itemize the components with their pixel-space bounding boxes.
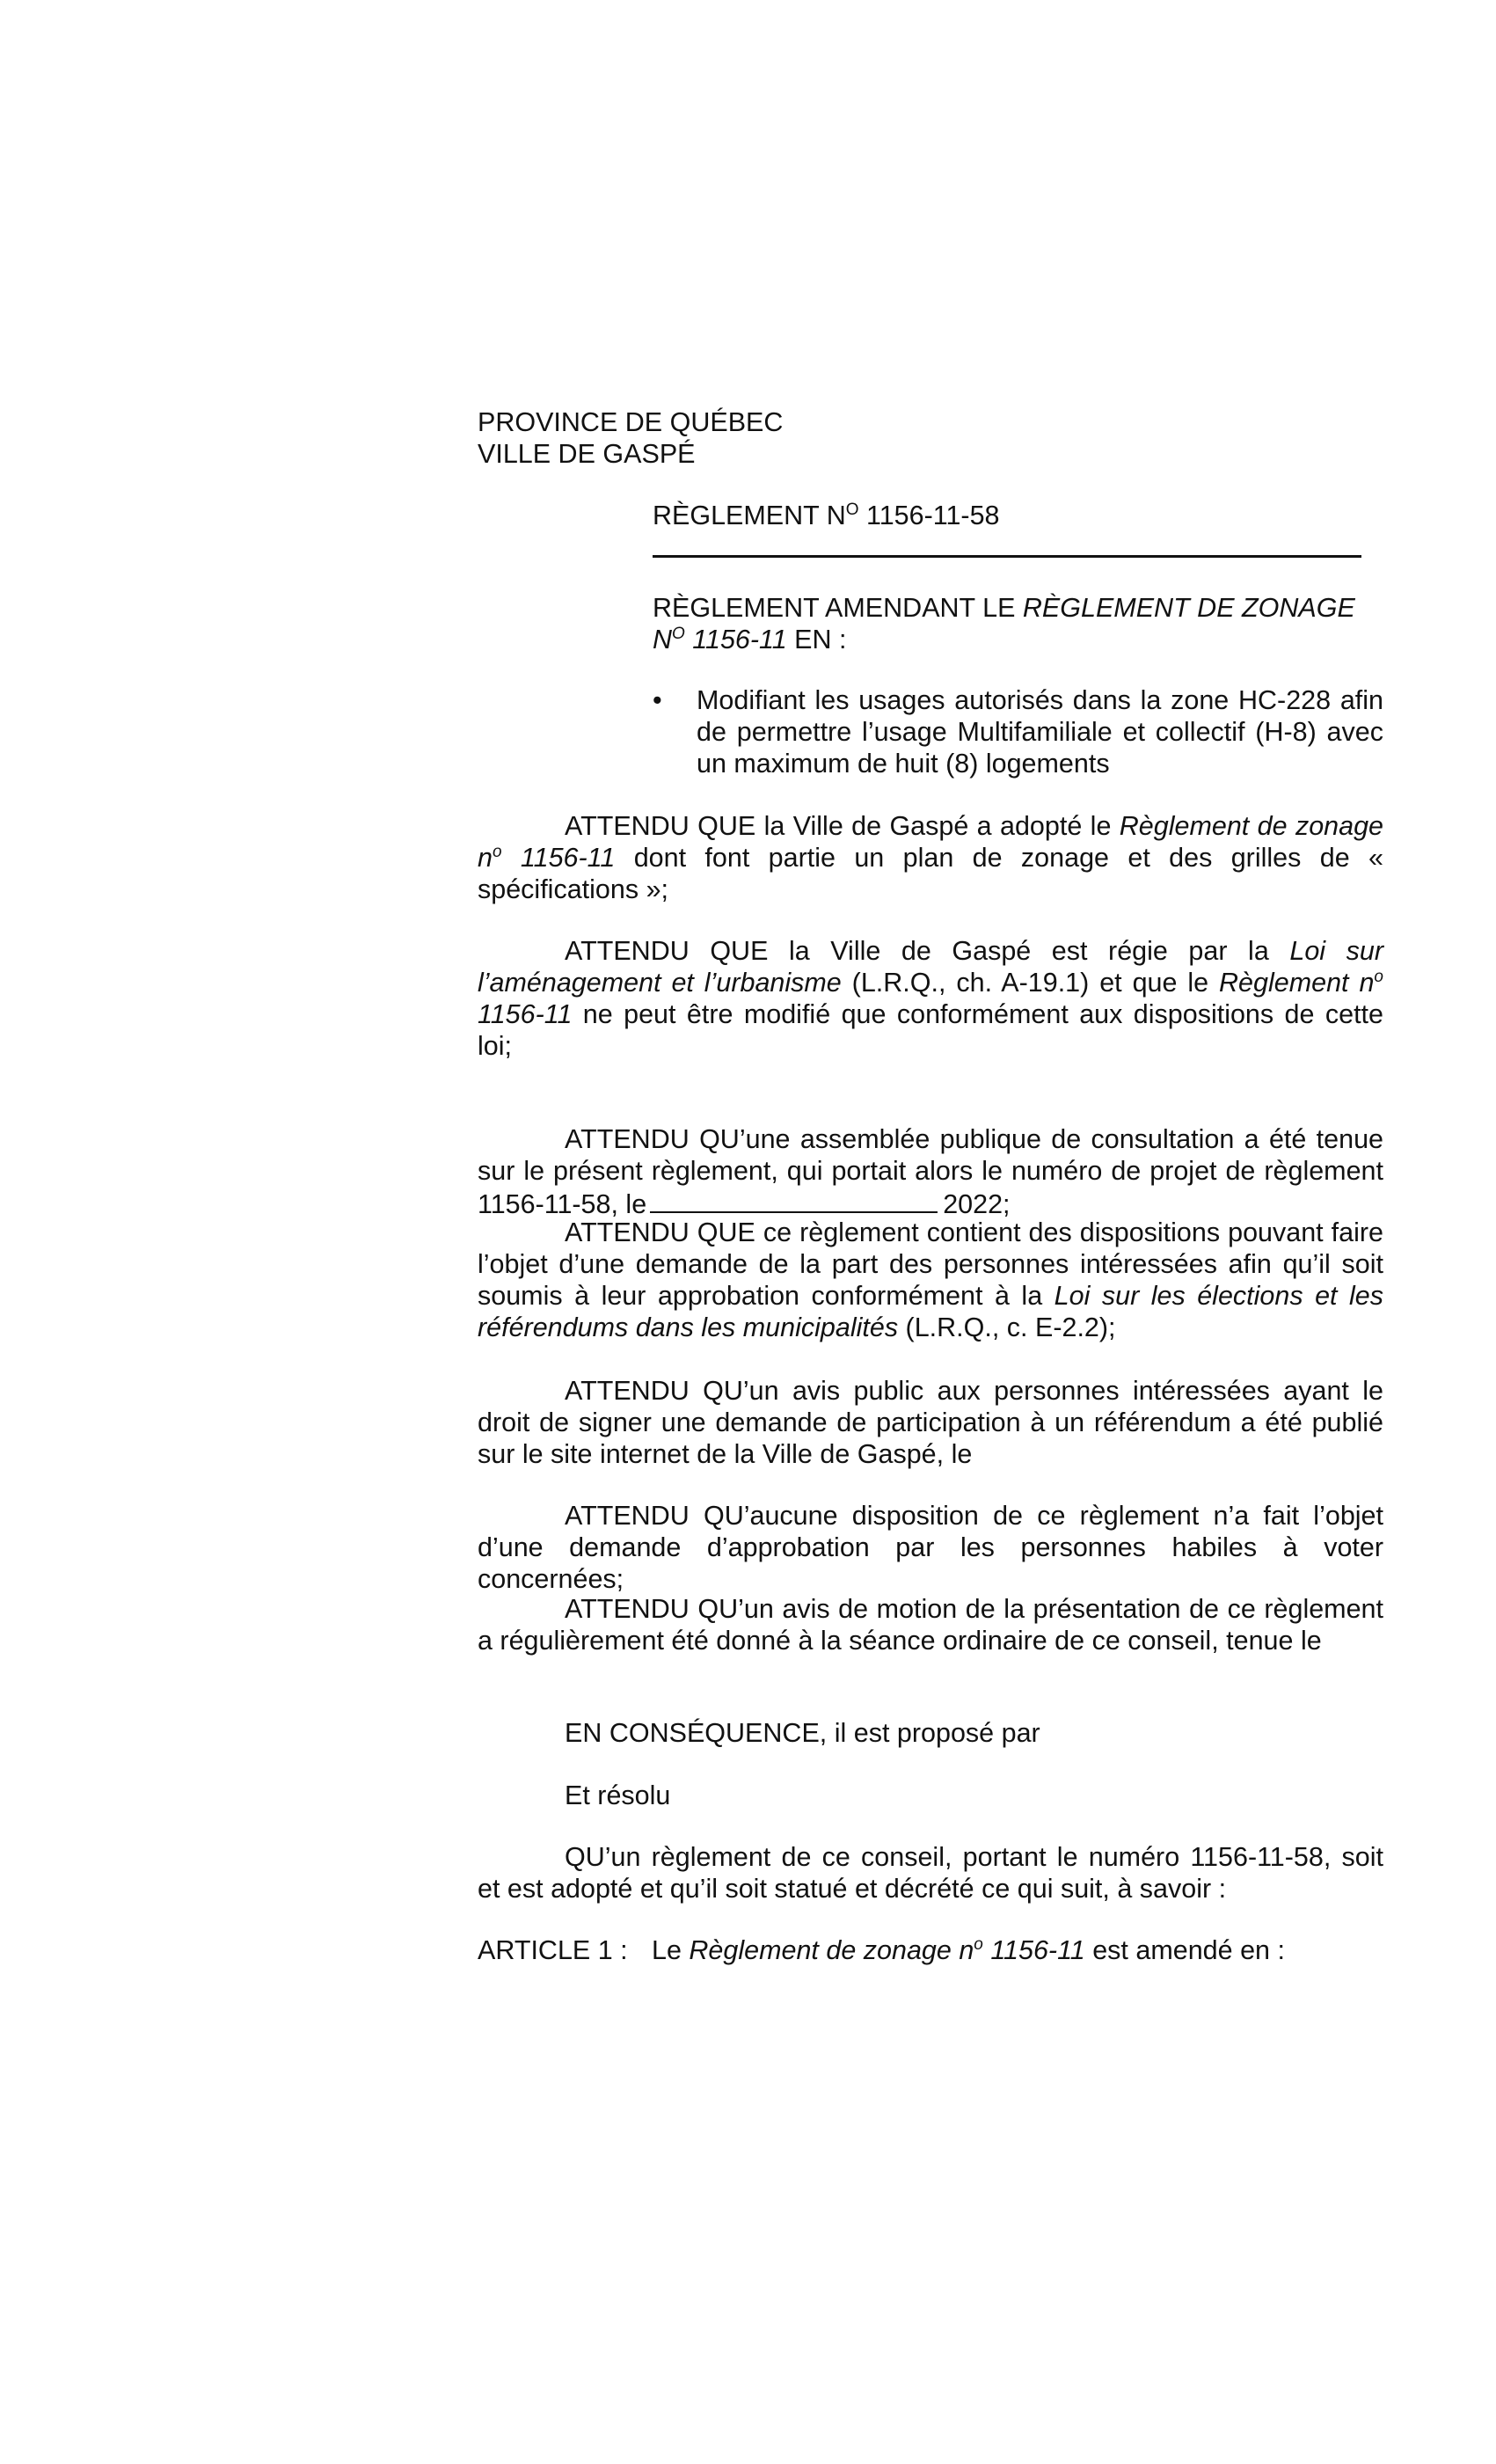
attendu1-b: dont font partie un plan de zonage et des grilles de « spécifications »; bbox=[478, 843, 1383, 904]
ville-line bbox=[478, 438, 1383, 470]
attendu-paragraph-7: ATTENDU QU’un avis de motion de la présentation de ce règlement a régulièrement été donné à la séance ordinaire de ce conseil, tenue le bbox=[478, 1594, 1383, 1656]
attendu-paragraph-2 bbox=[478, 935, 1383, 1062]
attendu2-b: (L.R.Q., ch. A-19.1) et que le bbox=[841, 968, 1220, 998]
article1-i1: Règlement de zonage n bbox=[689, 1935, 974, 1965]
article1-b: est amendé en : bbox=[1084, 1935, 1285, 1965]
attendu2-i2-rest: 1156-11 bbox=[478, 999, 573, 1029]
title-italic2-sup: O bbox=[672, 625, 685, 643]
title-italic2-prefix: N bbox=[653, 625, 673, 654]
title-part2: EN : bbox=[786, 625, 847, 654]
attendu1-i1-rest: 1156-11 bbox=[501, 843, 616, 873]
title-italic1: RÈGLEMENT DE ZONAGE bbox=[1022, 593, 1355, 623]
resolu-line: Et résolu bbox=[565, 1780, 671, 1810]
title-part1: RÈGLEMENT AMENDANT LE bbox=[653, 593, 1023, 623]
reglement-number bbox=[653, 500, 1383, 531]
reglement-sup: O bbox=[845, 501, 859, 519]
attendu-paragraph-4 bbox=[478, 1217, 1383, 1343]
attendu1-a: ATTENDU QUE la Ville de Gaspé a adopté le bbox=[565, 811, 1120, 841]
attendu-paragraph-3 bbox=[478, 1123, 1383, 1220]
title-italic2-rest: 1156-11 bbox=[684, 625, 787, 654]
attendu2-a: ATTENDU QUE la Ville de Gaspé est régie par la bbox=[565, 936, 1290, 966]
attendu1-i1: Règlement de zonage n bbox=[478, 811, 1384, 873]
amendment-bullet-list bbox=[653, 684, 1383, 779]
article1-i1-rest: 1156-11 bbox=[982, 1935, 1085, 1965]
attendu3-b: 2022; bbox=[943, 1189, 1011, 1219]
attendu3-a: ATTENDU QU’une assemblée publique de consultation a été tenue sur le présent règlement, qui portait alors le numéro de projet de règlement 1156-11-58, le bbox=[478, 1124, 1383, 1219]
title-italic2 bbox=[653, 625, 787, 654]
bullet-text: Modifiant les usages autorisés dans la zone HC-228 afin de permettre l’usage Multifamiliale et collectif (H-8) avec un maximum de huit (8) logements bbox=[697, 685, 1383, 779]
reglement-prefix: RÈGLEMENT N bbox=[653, 501, 846, 530]
qu-reglement-paragraph: QU’un règlement de ce conseil, portant le numéro 1156-11-58, soit et est adopté et qu’il soit statué et décrété ce qui suit, à savoir : bbox=[478, 1842, 1383, 1904]
reglement-number-text: 1156-11-58 bbox=[858, 501, 1000, 530]
attendu2-i1: Loi sur l’aménagement et l’urbanisme bbox=[478, 936, 1383, 998]
attendu4-b: (L.R.Q., c. E-2.2); bbox=[898, 1312, 1116, 1342]
article1-italic bbox=[689, 1935, 1084, 1965]
attendu2-i2-sup: o bbox=[1374, 968, 1383, 986]
date-blank-field bbox=[650, 1187, 938, 1213]
attendu-paragraph-6: ATTENDU QU’aucune disposition de ce règlement n’a fait l’objet d’une demande d’approbation par les personnes habiles à voter concernées; bbox=[478, 1501, 1383, 1594]
article-1 bbox=[478, 1934, 1383, 1966]
attendu4-a: ATTENDU QUE ce règlement contient des dispositions pouvant faire l’objet d’une demande de la part des personnes intéressées afin qu’il soit soumis à leur approbation conformément à la bbox=[478, 1217, 1383, 1311]
attendu-paragraph-5: ATTENDU QU’un avis public aux personnes intéressées ayant le droit de signer une demande de participation à un référendum a été publié sur le site internet de la Ville de Gaspé, le bbox=[478, 1376, 1383, 1469]
attendu2-c: ne peut être modifié que conformément aux dispositions de cette loi; bbox=[478, 999, 1383, 1061]
attendu-paragraph-1 bbox=[478, 810, 1383, 905]
reglement-title bbox=[653, 592, 1383, 655]
title-divider bbox=[653, 555, 1361, 558]
bullet-icon: • bbox=[653, 685, 662, 715]
consequence-line: EN CONSÉQUENCE, il est proposé par bbox=[565, 1718, 1040, 1748]
attendu1-i1-sup: o bbox=[492, 843, 502, 861]
article-1-label: ARTICLE 1 : bbox=[478, 1935, 628, 1965]
province-line bbox=[478, 406, 1383, 438]
ville-text: VILLE DE GASPÉ bbox=[478, 439, 696, 469]
article1-i1-sup: o bbox=[974, 1935, 983, 1954]
attendu4-i1: Loi sur les élections et les référendums dans les municipalités bbox=[478, 1281, 1383, 1342]
article1-a: Le bbox=[652, 1935, 690, 1965]
attendu2-i2: Règlement n bbox=[1219, 968, 1375, 998]
province-text: PROVINCE DE QUÉBEC bbox=[478, 407, 784, 437]
